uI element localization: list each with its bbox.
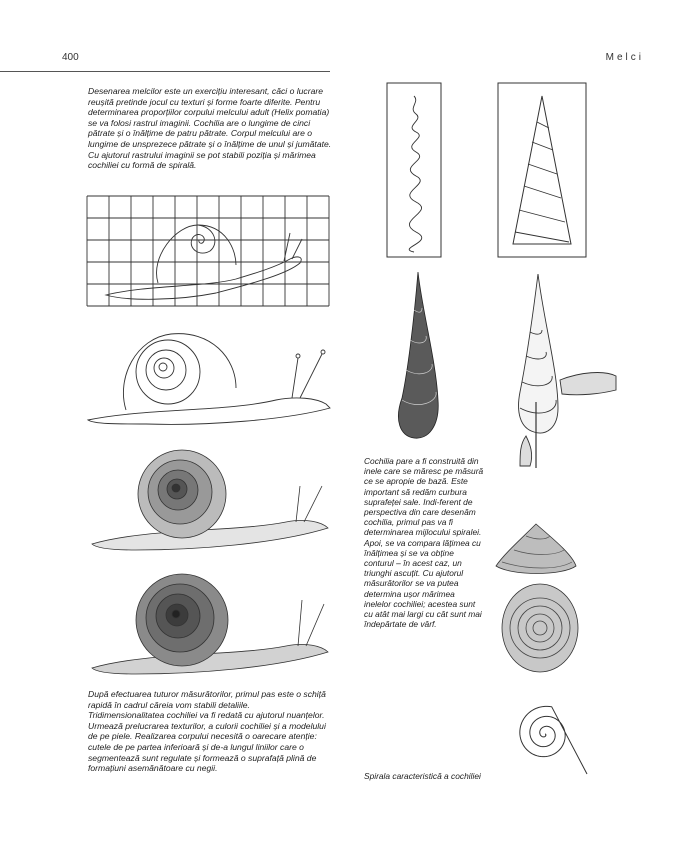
dark-spiral-shell-figure (392, 270, 444, 442)
shell-construction-text: Cochilia pare a fi construită din inele care se măresc pe măsură ce se apropie de bază. Este important să redăm curbura suprafeței sale. Indi-ferent de perspectiva din care desenăm cochilia, primul pas va fi determinarea mijlocului spiralei. Apoi, se va compara lățimea cu înălțimea și se va obține conturul – în acest caz, un triunghi ascuțit. Cu ajutorul măsurătorilor se va putea determina ușor mărimea inelelor cochiliei; acestea sunt cu atât mai largi cu cât sunt mai îndepărtate de vârf. (364, 456, 484, 630)
boxed-triangle-figure (497, 82, 587, 258)
spiral-line (520, 706, 587, 774)
bottom-text: După efectuarea tuturor măsurătorilor, primul pas este o schiță rapidă în cadrul căreia vom stabili detaliile. Tridimensionalitatea cochiliei va fi redată cu ajutorul nuanțelor. Urmează prelucrarea texturilor, a culorii cochiliei și a modelului de pe piele. Realizarea corpului necesită o oarecare atenție: cutele de pe partea inferioară și de-a lungul liniilor care o segmentează sunt regulate și formează o suprafață plină de formațiuni asemănătoare cu negii. (88, 689, 326, 774)
grid-snail-figure (86, 195, 332, 307)
characteristic-spiral-figure (505, 690, 595, 780)
proportion-grid (87, 196, 329, 306)
round-spiral-shell-figure (500, 582, 580, 674)
header-rule (0, 71, 330, 72)
section-title: Melci (605, 52, 644, 63)
boxed-cone-spiral-figure (386, 82, 442, 258)
shaded-snail-figure-2 (86, 570, 332, 676)
shell-with-hands-figure (500, 272, 620, 472)
outline-snail-figure (86, 328, 332, 428)
low-cone-shell-figure (492, 520, 578, 578)
page-number: 400 (62, 52, 79, 63)
intro-text: Desenarea melcilor este un exercițiu interesant, căci o lucrare reușită pretinde jocul cu texturi și forme foarte diferite. Pentru determinarea proporțiilor corpului melcului adult (Helix pomatia) se va folosi rastrul imaginii. Cochilia are o lungime de cinci pătrate și o înălțime de patru pătrate. Corpul melcului are o lungime de unsprezece pătrate și o înălțime de unul și jumătate. Cu ajutorul rastrului imaginii se pot stabili poziția și mărimea cochiliei cu formă de spirală. (88, 86, 332, 171)
spiral-caption: Spirala caracteristică a cochiliei (364, 771, 481, 781)
shaded-snail-figure-1 (86, 446, 332, 552)
